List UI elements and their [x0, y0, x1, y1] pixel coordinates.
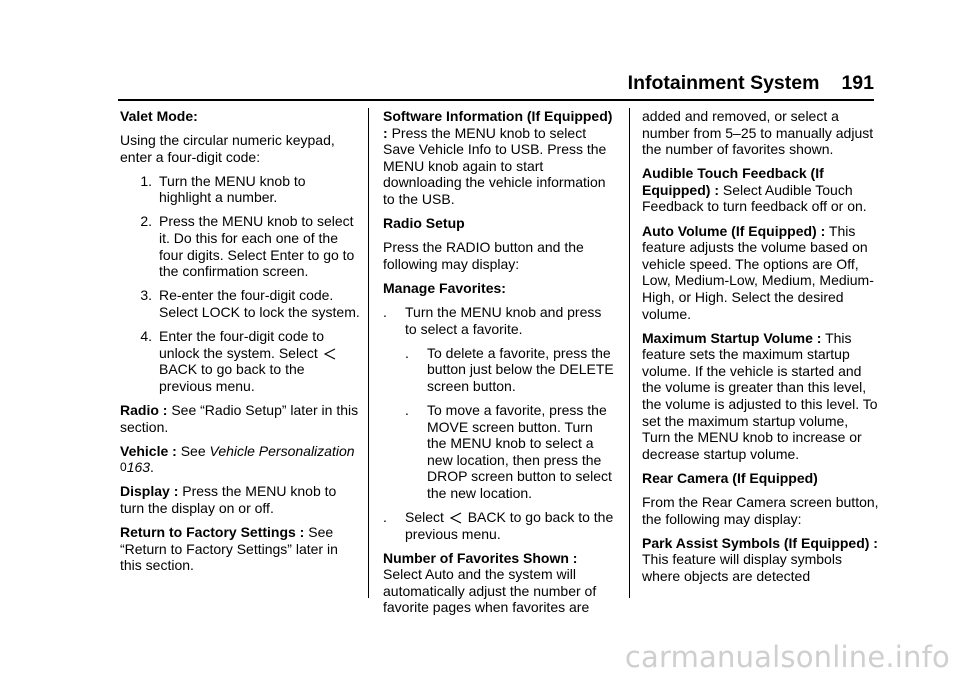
back-triangle-icon — [324, 348, 336, 360]
bullet-icon: . — [405, 401, 409, 418]
auto-volume-label: Auto Volume (If Equipped) : — [642, 222, 826, 239]
list-text: Turn the MENU knob to highlight a number. — [159, 172, 306, 206]
list-item — [383, 345, 615, 395]
list-item — [383, 304, 615, 337]
radio-label: Radio : — [120, 401, 168, 418]
favorites-continued-text: added and removed, or select a number from 5–25 to manually adjust the number of favorites shown. — [642, 108, 874, 158]
column-divider-2 — [629, 108, 630, 598]
list-text: To delete a favorite, press the button just below the DELETE screen button. — [427, 344, 614, 394]
max-startup-volume-setting — [642, 330, 880, 463]
section-title: Infotainment System — [627, 72, 820, 94]
column-2 — [383, 108, 615, 624]
max-startup-volume-label: Maximum Startup Volume : — [642, 329, 822, 346]
factory-settings-text: See “Return to Factory Settings” later in this section. — [120, 523, 338, 574]
software-info-text: Press the MENU knob to select Save Vehicle Info to USB. Press the MENU knob again to start downloading the vehicle information to the USB. — [383, 124, 607, 207]
audible-feedback-text: Select Audible Touch Feedback to turn feedback off or on. — [642, 181, 867, 215]
audible-feedback-label: Audible Touch Feedback (If Equipped) : — [642, 165, 824, 198]
list-text-before-icon: Select — [405, 508, 444, 525]
park-assist-setting — [642, 535, 880, 585]
radio-text: See “Radio Setup” later in this section. — [120, 401, 359, 435]
list-text: To move a favorite, press the MOVE screen button. Turn the MENU knob to select a new location, then press the DROP screen button to select the new location. — [427, 401, 612, 501]
number-of-favorites-label: Number of Favorites Shown : — [383, 549, 578, 566]
column-3 — [642, 108, 880, 592]
page-header — [118, 72, 874, 102]
cross-reference-arrow-icon: 0 — [120, 460, 127, 475]
manage-favorites-heading: Manage Favorites: — [383, 279, 506, 296]
list-text — [405, 509, 615, 542]
list-item — [120, 213, 360, 279]
valet-mode-heading: Valet Mode: — [120, 108, 198, 124]
rear-camera-intro: From the Rear Camera screen button, the following may display: — [642, 493, 879, 527]
list-item — [383, 509, 615, 542]
auto-volume-setting — [642, 223, 880, 323]
bullet-icon: . — [383, 303, 387, 320]
vehicle-see: See — [180, 442, 206, 459]
column-1 — [120, 108, 360, 581]
factory-settings-label: Return to Factory Settings : — [120, 523, 305, 540]
list-number: 4. — [140, 328, 152, 345]
factory-settings-setting — [120, 524, 360, 574]
back-triangle-icon — [450, 512, 462, 524]
page-number: 191 — [841, 72, 874, 94]
list-text-after-icon: BACK to go back to the previous menu. — [405, 508, 614, 542]
list-text: Turn the MENU knob and press to select a favorite. — [405, 303, 602, 337]
vehicle-setting — [120, 443, 360, 476]
display-setting — [120, 483, 360, 516]
display-text: Press the MENU knob to turn the display on or off. — [120, 483, 337, 516]
radio-setting — [120, 402, 360, 435]
list-text — [159, 328, 360, 394]
software-info-setting — [383, 108, 615, 208]
radio-setup-intro: Press the RADIO button and the following may display: — [383, 239, 584, 272]
bullet-icon: . — [405, 344, 409, 361]
vehicle-personalization-link[interactable]: Vehicle Personalization — [209, 442, 355, 459]
park-assist-label: Park Assist Symbols (If Equipped) : — [642, 534, 878, 551]
list-text-after-icon: BACK to go back to the previous menu. — [159, 361, 305, 394]
list-number: 2. — [140, 213, 152, 230]
number-of-favorites-text: Select Auto and the system will automatically adjust the number of favorite pages when favorites are — [383, 566, 597, 616]
list-text: Re-enter the four-digit code. Select LOCK to lock the system. — [159, 287, 360, 320]
list-number: 3. — [140, 287, 152, 304]
max-startup-volume-text: This feature sets the maximum startup volume. If the vehicle is started and the volume is greater than this level, the volume is adjusted to this level. To set the maximum startup volume, Turn the MENU knob to increase or decrease startup volume. — [642, 329, 878, 462]
rear-camera-heading: Rear Camera (If Equipped) — [642, 469, 818, 486]
vehicle-period: . — [150, 459, 154, 476]
number-of-favorites-setting — [383, 550, 615, 616]
vehicle-label: Vehicle : — [120, 442, 177, 459]
list-text: Press the MENU knob to select it. Do this for each one of the four digits. Select Enter to go to the confirmation screen. — [159, 213, 355, 280]
list-item — [120, 328, 360, 394]
valet-mode-intro: Using the circular numeric keypad, enter a four-digit code: — [120, 132, 335, 165]
list-item — [120, 287, 360, 320]
list-text-before-icon: Enter the four-digit code to unlock the system. Select — [159, 328, 324, 361]
vehicle-page-ref[interactable]: 163 — [126, 459, 151, 476]
list-item — [383, 402, 615, 502]
list-item — [120, 173, 360, 206]
bullet-icon: . — [383, 508, 387, 525]
radio-setup-heading: Radio Setup — [383, 215, 465, 232]
column-divider-1 — [368, 108, 369, 598]
software-info-label: Software Information (If Equipped) : — [383, 108, 613, 141]
header-rule — [118, 99, 874, 101]
park-assist-text: This feature will display symbols where objects are detected — [642, 551, 842, 584]
watermark: carmanualsonline.info — [624, 640, 950, 674]
display-label: Display : — [120, 483, 179, 500]
auto-volume-text: This feature adjusts the volume based on vehicle speed. The options are Off, Low, Medium-Low, Medium, Medium-High, or High. Select the desired volume. — [642, 222, 874, 322]
audible-feedback-setting — [642, 165, 880, 215]
list-number: 1. — [140, 172, 152, 189]
